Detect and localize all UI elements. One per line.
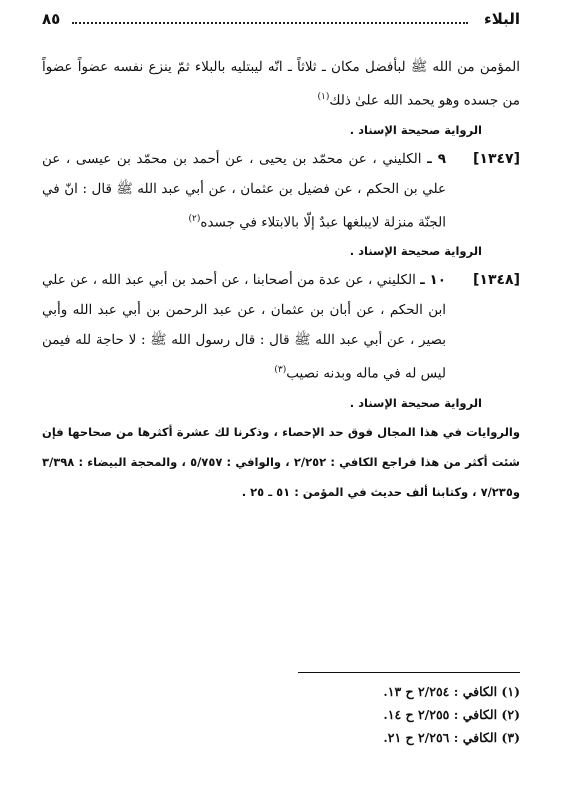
- grade-line-3: الرواية صحيحة الإسناد .: [349, 395, 482, 410]
- hadith-1347: [42, 144, 520, 238]
- footnote-2: (٢) الكافي : ٢/٢٥٥ ح ١٤.: [383, 707, 520, 722]
- running-header: [42, 10, 520, 32]
- grade-line-2: الرواية صحيحة الإسناد .: [349, 244, 482, 258]
- footnote-1: (١) الكافي : ٢/٢٥٤ ح ١٣.: [383, 684, 520, 699]
- hadith-text-1348: الكليني ، عن عدة من أصحابنا ، عن أحمد بن أبي عبد الله ، عن علي ابن الحكم ، عن أبان بن عثمان ، عن عبد الرحمن بن أبي عبد الله وأبي بصير ، عن أبي عبد الله ﷺ قال : قال رسول الله ﷺ : لا حاجة لله فيمن ليس له في ماله وبدنه نصيب: [42, 272, 446, 382]
- footnote-separator: [298, 672, 520, 673]
- opening-text: المؤمن من الله ﷺ لبأفضل مكان ـ ثلاثاً ـ انّه ليبتليه بالبلاء ثمّ ينزع نفسه عضواً عضواً من جسده وهو يحمد الله علىٰ ذلك: [42, 59, 520, 109]
- footnote-ref-3: (٣): [274, 365, 287, 375]
- chapter-title: البلاء: [484, 10, 520, 28]
- footnote-3: (٣) الكافي : ٢/٢٥٦ ح ٢١.: [383, 730, 520, 745]
- hadith-number-1348: [١٣٤٨]: [473, 272, 520, 288]
- hadith-1348: [42, 265, 520, 389]
- footnotes: [42, 680, 520, 749]
- footnote-ref-1: (١): [317, 92, 330, 102]
- footnote-ref-2: (٢): [188, 213, 201, 224]
- page-body: [42, 52, 520, 507]
- opening-paragraph: [42, 52, 520, 116]
- hadith-text-1347: الكليني ، عن محمّد بن يحيى ، عن أحمد بن محمّد بن عيسى ، عن علي بن الحكم ، عن فضيل بن عثمان ، عن أبي عبد الله ﷺ قال : انّ في الجنّة منزلة لايبلغها عبدٌ إلّا بالابتلاء في جسده: [42, 150, 446, 230]
- grade-line-1: الرواية صحيحة الإسناد .: [349, 122, 482, 137]
- header-dot-leader: [72, 22, 468, 24]
- closing-paragraph: والروايات في هذا المجال فوق حد الإحصاء ، وذكرنا لك عشرة أكثرها من صحاحها فإن شئت أكثر من هذا فراجع الكافي : ٢/٢٥٢ ، والوافي : ٥/٧٥٧ ، والمحجة البيضاء : ٣/٣٩٨ و٧/٢٣٥ ، وكتابنا ألف حديث في المؤمن : ٥١ ـ ٢٥ .: [42, 424, 520, 499]
- hadith-seq-10: ١٠ ـ: [420, 272, 446, 288]
- hadith-number-1347: [١٣٤٧]: [473, 150, 520, 167]
- hadith-seq-9: ٩ ـ: [427, 150, 446, 167]
- page-number: ٨٥: [42, 10, 61, 28]
